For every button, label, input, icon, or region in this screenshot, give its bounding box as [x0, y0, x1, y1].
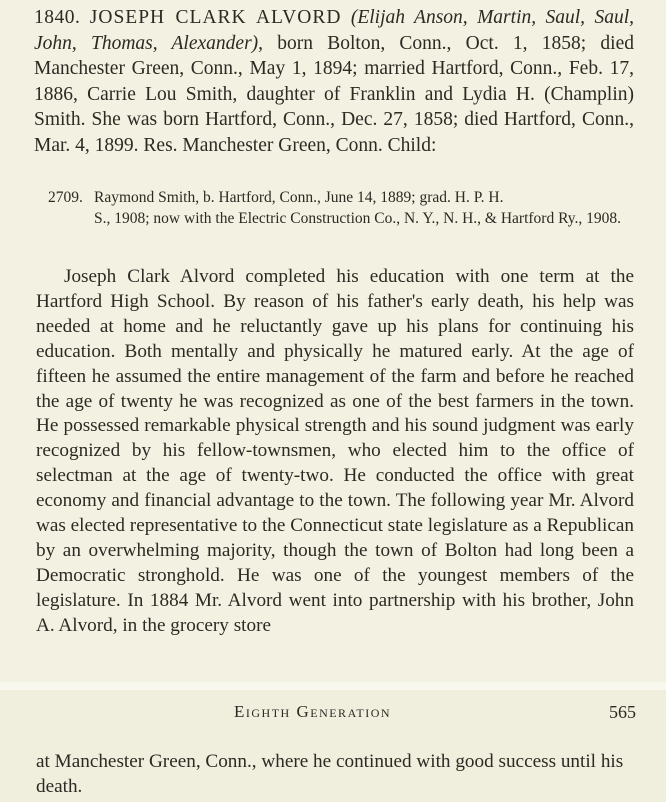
child-line-1: Raymond Smith, b. Hartford, Conn., June 14, 1889; grad. H. P. H. [94, 189, 504, 206]
biography-paragraph: Joseph Clark Alvord completed his education with one term at the Hartford High School. By reason of his father's early death, his help was needed at home and he reluctantly gave up his plans for continuing his education. Both mentally and physically he matured early. At the age of fifteen he assumed the entire management of the farm and before he reached the age of twenty he was recognized as one of the best farmers in the town. He possessed remarkable physical strength and his sound judgment was early recognized by his fellow-townsmen, who elected him to the office of selectman at the age of twenty-two. He conducted the office with great economy and financial advantage to the town. The following year Mr. Alvord was elected representative to the Connecticut state legislature as a Republican by an overwhelming majority, though the town of Bolton had long been a Democratic stronghold. He was one of the youngest members of the legislature. In 1884 Mr. Alvord went into partnership with his brother, John A. Alvord, in the grocery store [36, 266, 634, 636]
entry-number: 1840. [34, 7, 81, 28]
page-break [0, 682, 666, 690]
continuation-paragraph: at Manchester Green, Conn., where he continued with good success until his death. [36, 751, 624, 797]
running-head-title: Eighth Generation [234, 702, 392, 721]
child-number: 2709. [48, 189, 83, 206]
child-record [48, 188, 634, 229]
child-line-2: S., 1908; now with the Electric Construction Co., N. Y., N. H., & Hartford Ry., 1908. [94, 209, 622, 227]
running-head [0, 702, 666, 728]
entry-text: born Bolton, Conn., Oct. 1, 1858; died Manchester Green, Conn., May 1, 1894; married Hartford, Conn., Feb. 17, 1886, Carrie Lou Smith, daughter of Franklin and Lydia H. (Champlin) Smith. She was born Hartford, Conn., Dec. 27, 1858; died Hartford, Conn., Mar. 4, 1899. Res. Manchester Green, Conn. Child: [34, 32, 634, 156]
entry-name: JOSEPH CLARK ALVORD [89, 7, 342, 28]
page-number: 565 [609, 702, 636, 722]
genealogy-entry [34, 5, 634, 159]
entry-lineage: (Elijah Anson, Martin, Saul, Saul, John, Thomas, Alexander), [34, 7, 635, 54]
